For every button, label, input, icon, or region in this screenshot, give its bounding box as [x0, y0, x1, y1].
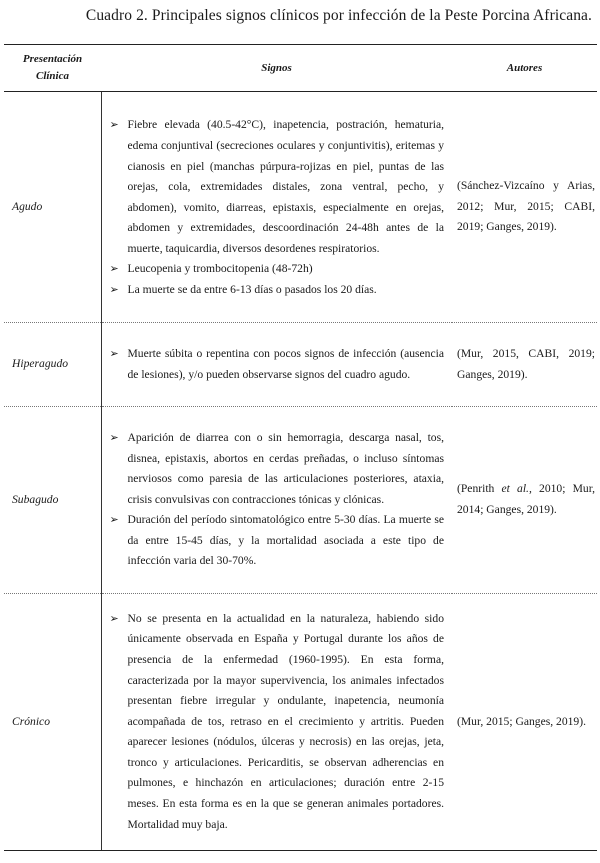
presentacion-cell: Agudo [12, 199, 43, 213]
presentacion-cell: Subagudo [4, 407, 101, 594]
header-presentacion [4, 45, 101, 92]
autores-cell: (Sánchez-Vizcaíno y Arias, 2012; Mur, 2015; CABI, 2019; Ganges, 2019). [457, 179, 595, 234]
signos-cell [101, 92, 452, 323]
sign-item [110, 428, 445, 510]
row-agudo [4, 92, 597, 323]
header-autores: Autores [452, 45, 597, 92]
sign-text: Duración del período sintomatológico entre 5-30 días. La muerte se da entre 15-45 días, y la mortalidad asociada a este tipo de infección varia del 30-70%. [127, 513, 444, 568]
arrowhead-bullet-icon: ➢ [109, 346, 119, 360]
row-cronico [4, 594, 597, 851]
sign-item [110, 510, 445, 572]
row-hiperagudo [4, 323, 597, 407]
header-presentacion-line1: Presentación [22, 53, 83, 65]
header-row [4, 45, 597, 92]
sign-text: Fiebre elevada (40.5-42°C), inapetencia, postración, hematuria, edema conjuntival (secreciones oculares y conjuntivitis), eritemas y cianosis en piel (manchas púrpura-rojizas en piel, puntas de las orejas, cola, extremidades distales, zona ventral, pecho, y abdomen), vomito, diarreas, epistaxis, especialmente en orejas, abdomen y extremidades, descoordinación 24-48h antes de la muerte, taquicardia, diversos desordenes respiratorios. [127, 118, 444, 255]
autores-cell [452, 407, 597, 594]
autores-text-after: 2010; Mur, 2014; Ganges, 2019). [457, 482, 595, 516]
signos-cell [101, 594, 452, 851]
arrowhead-bullet-icon: ➢ [109, 283, 119, 297]
clinical-signs-table [4, 44, 597, 851]
sign-item [110, 259, 445, 280]
sign-item [110, 115, 445, 259]
arrowhead-bullet-icon: ➢ [109, 118, 119, 132]
sign-text: No se presenta en la actualidad en la naturaleza, habiendo sido únicamente observada en España y Portugal durante los años de presencia de la enfermedad (1960-1995). En esta forma, caracterizada por la mayor supervivencia, los animales infectados presentan fiebre irregular y ondulante, inapetencia, neumonía acompañada de tos, retraso en el crecimiento y artritis. Pueden aparecer lesiones (nódulos, úlceras y necrosis) en las orejas, jeta, tronco y articulaciones. Pericarditis, se observan adherencias en pulmones, e hinchazón en articulaciones; duración entre 2-15 meses. En esta forma es en la que se generan animales portadores. Mortalidad muy baja. [127, 611, 444, 831]
signos-cell [101, 323, 452, 407]
autores-cell: (Mur, 2015, CABI, 2019; Ganges, 2019). [452, 323, 597, 407]
autores-text-before: (Penrith [457, 482, 502, 496]
signs-list [110, 428, 445, 572]
presentacion-cell: Hiperagudo [4, 323, 101, 407]
sign-text: Aparición de diarrea con o sin hemorragia, descarga nasal, tos, disnea, epistaxis, abortos en cerdas preñadas, o incluso síntomas nerviosos como paresia de las articulaciones posteriores, ataxia, crisis convulsivas con contracciones tónicas y clónicas. [127, 430, 444, 506]
signs-list [110, 115, 445, 300]
sign-text: La muerte se da entre 6-13 días o pasados los 20 días. [127, 283, 377, 297]
header-signos: Signos [101, 45, 452, 92]
sign-text: Muerte súbita o repentina con pocos signos de infección (ausencia de lesiones), y/o pueden observarse signos del cuadro agudo. [127, 346, 444, 381]
signos-cell [101, 407, 452, 594]
arrowhead-bullet-icon: ➢ [109, 611, 119, 625]
sign-item [110, 344, 445, 385]
presentacion-cell: Crónico [4, 594, 101, 851]
arrowhead-bullet-icon: ➢ [109, 513, 119, 527]
sign-item [110, 280, 445, 301]
sign-text: Leucopenia y trombocitopenia (48-72h) [127, 262, 313, 276]
arrowhead-bullet-icon: ➢ [109, 262, 119, 276]
table-caption: Cuadro 2. Principales signos clínicos por infección de la Peste Porcina Africana. [85, 7, 592, 24]
sign-item [110, 609, 445, 836]
arrowhead-bullet-icon: ➢ [109, 430, 119, 444]
row-subagudo [4, 407, 597, 594]
autores-text-italic: et al., [501, 482, 532, 496]
header-presentacion-line2: Clínica [35, 70, 69, 82]
signs-list [110, 344, 445, 385]
autores-cell: (Mur, 2015; Ganges, 2019). [452, 594, 597, 851]
signs-list [110, 609, 445, 836]
